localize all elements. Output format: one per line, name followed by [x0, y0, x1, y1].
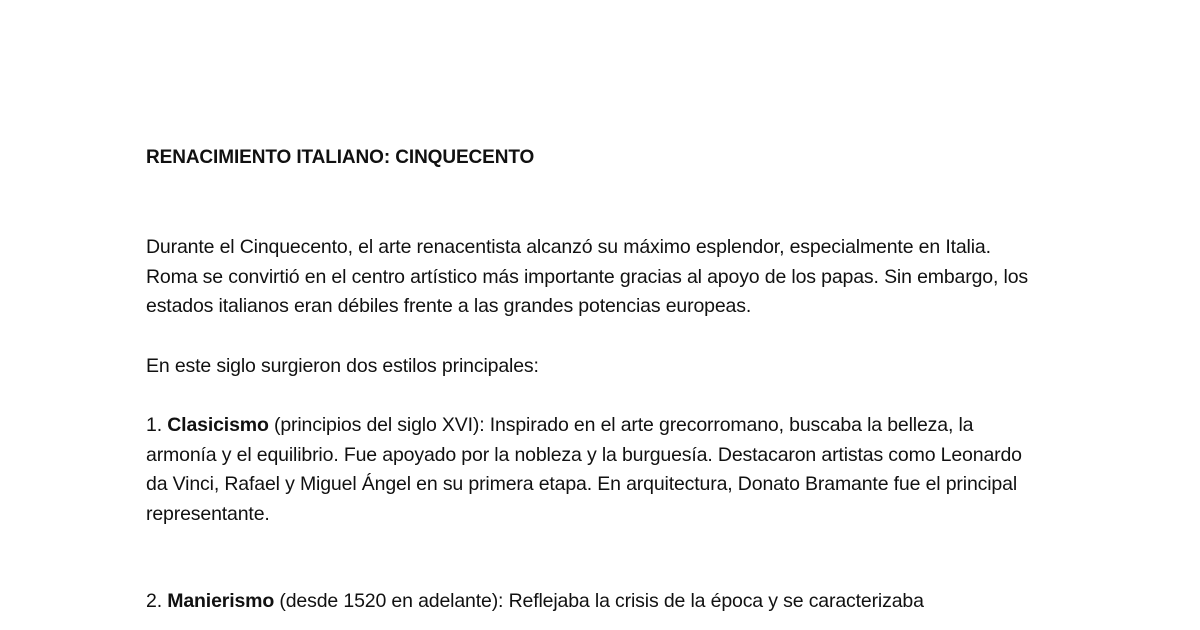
- list-item-text: (principios del siglo XVI): Inspirado en el arte grecorromano, buscaba la belleza, la armonía y el equilibrio. Fue apoyado por la nobleza y la burguesía. Destacaron artistas como Leonardo da Vinci, Rafael y Miguel Ángel en su primera etapa. En arquitectura, Donato Bramante fue el principal representante.: [146, 414, 1022, 525]
- list-item-number: 1.: [146, 414, 162, 436]
- document-title: RENACIMIENTO ITALIANO: CINQUECENTO: [146, 147, 535, 168]
- styles-intro-paragraph: En este siglo surgieron dos estilos principales:: [146, 354, 539, 377]
- intro-paragraph: Durante el Cinquecento, el arte renacentista alcanzó su máximo esplendor, especialmente en Italia. Roma se convirtió en el centro artístico más importante gracias al apoyo de los papas. Sin embargo, los estados italianos eran débiles frente a las grandes potencias europeas.: [146, 236, 1028, 317]
- list-item-manierismo: [146, 587, 1046, 617]
- list-item-term: Clasicismo: [167, 414, 269, 436]
- list-item-term: Manierismo: [167, 590, 275, 612]
- document-body: [146, 146, 1046, 617]
- list-item-clasicismo: [146, 411, 1046, 529]
- list-item-text: (desde 1520 en adelante): Reflejaba la crisis de la época y se caracterizaba: [274, 590, 924, 612]
- list-item-number: 2.: [146, 590, 162, 612]
